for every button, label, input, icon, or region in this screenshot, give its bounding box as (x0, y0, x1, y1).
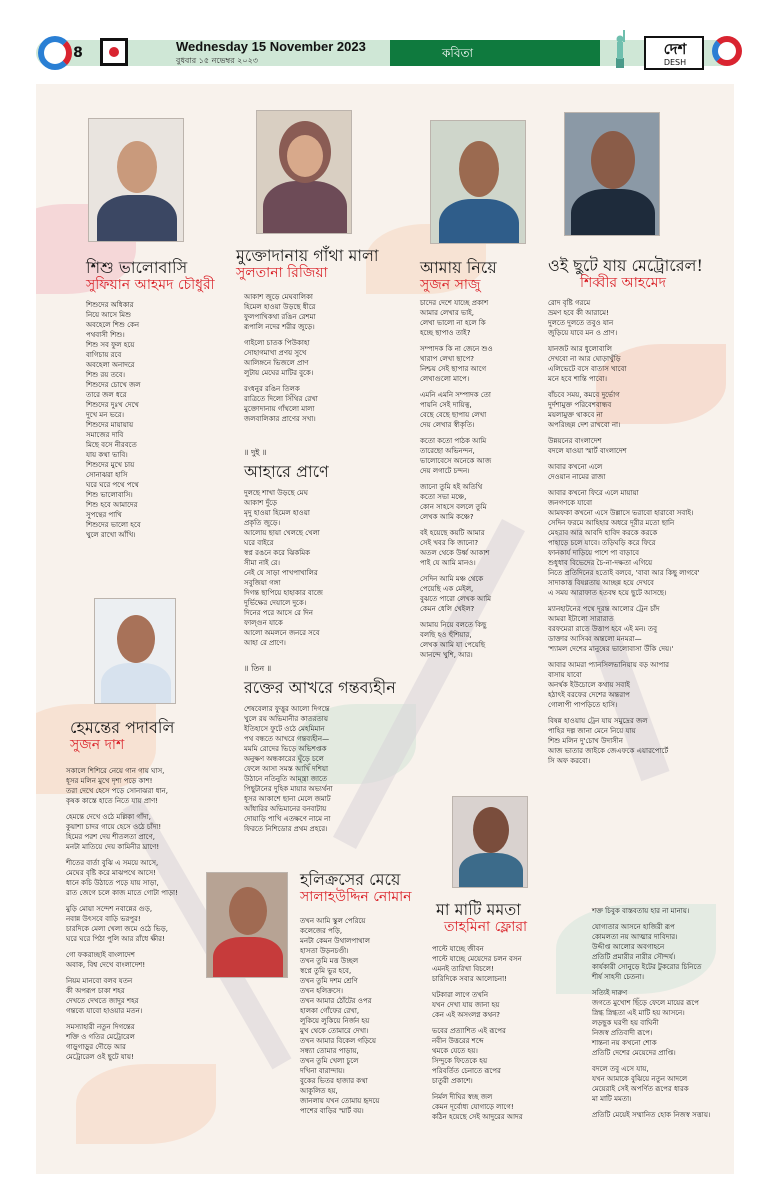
poem-author: তাহমিনা ফ্লোরা (444, 919, 528, 935)
poem-line: আলোয় ছায়া খেলছে খেলা (244, 529, 320, 537)
poem-line: অতল থেকে উর্ধ্ব আকাশ (420, 549, 490, 557)
poem-line: যখন দেখা যায় জানা হয় (432, 1001, 500, 1009)
poem-author: সুজন দাশ (70, 737, 125, 753)
poem-line: প্রতিটি প্রমারীর নারীর সৌন্দর্য। (592, 953, 676, 961)
poem-line: নবান্ন উৎসবে বাড়ি ভরপুর! (66, 915, 141, 923)
section-label: কবিতা (390, 40, 600, 66)
poem-line: পেয়েছি এক মেইল, (420, 585, 474, 593)
poem-line: সুপন্থের পাখি (86, 511, 122, 519)
poem-line: দেখতে দেখতে জাদুর শহর (66, 997, 139, 1005)
poem-line: পিছুটানের দুহিক মায়ার অভ্যর্থনা (244, 785, 333, 793)
page-header (0, 0, 770, 78)
poem-line: ডাক্তার আসিব্ব অন্তলো মনমরা— (548, 635, 642, 643)
poem-line: ধূসর আকাশে ছানা মেলে জমাট (244, 795, 331, 803)
poem-title: মুক্তোদানায় গাঁথা মালা (236, 246, 379, 265)
poem-line: প্রকৃতি জুড়ে। (244, 519, 281, 527)
poem-line: কার্যকারী সোনুড়ে ইটের টুকরোর চিনিতে (592, 963, 702, 971)
poem-line: পথ বন্ধতে আখরে গন্তব্যহীন— (244, 735, 330, 743)
poem-line: কোমলতা নয় আত্মার দাবিদার। (592, 933, 678, 941)
poem-author: সুজন সাজু (420, 277, 481, 293)
poem-line: তখন আমার বিকেল গড়িয়ে (300, 1037, 376, 1045)
poem-line: বদলে তবু এসে যায়, (592, 1065, 649, 1073)
poem-line: কেমন ধেলি খেইল? (420, 605, 475, 613)
poem-title: হেমন্তের পদাবলি (70, 718, 175, 737)
author-photo-sujan-das (94, 598, 176, 704)
poem-line: এলিভেটে বসে বাতাস খাবো (548, 365, 627, 373)
poem-line: পরিবর্তিত চেনাতে রূপের (432, 1067, 501, 1075)
poem-line: মনটা কেমন উথালপাথাল (300, 937, 370, 945)
poem-line: শিশু সব ফুল হয়ে (86, 341, 135, 349)
poem-body-continued (592, 906, 728, 1120)
poem-body (66, 766, 242, 1062)
poem-author: সুফিয়ান আহমদ চৌধুরী (86, 277, 215, 293)
poem-author: শিব্বীর আহমেদ (580, 275, 666, 291)
poem-line: তারে জল ধরে (86, 391, 127, 399)
poem-line: এ সময় আরাফাত হতবম্ব হয়ে ছুটে আসছে। (548, 589, 667, 597)
poem-line: ধানে কচি উঠাতে পড়ে যায় সাড়া, (66, 879, 159, 887)
poem-line: সেদিন আমি মঞ্চ থেকে (420, 575, 484, 583)
poem-line: বিষন্ন হাওয়ায় ট্রেন যায় সমুদ্রের জল (548, 717, 648, 725)
right-circle-emblem-icon (712, 36, 742, 66)
poem-line: লেখা ভালো না হলে কি (420, 319, 486, 327)
poem-line: কোন সাহসে বললে তুমি (420, 503, 487, 511)
poem-line: হিমের পরশ দেয় শীতলতা প্রাণে, (66, 833, 155, 841)
poem-line: নির্মল দীঘির স্বচ্ছ জল (432, 1093, 493, 1101)
poem-line: কলেজের পড়ি, (300, 927, 343, 935)
poem-line: বরফমেরা রাতে উত্তাপ হবে এই মন। তবু (548, 625, 658, 633)
poem-part-label: ॥ তিন ॥ (244, 664, 272, 673)
poem-line: ঘরে বাইরে (244, 539, 274, 547)
poem-line: স্বপ্নে তুমি ভুর হবে, (300, 967, 352, 975)
poem-line: শিশু হবে আমাদের (86, 501, 138, 509)
poem-line: শিশুদের চোখে জল (86, 381, 141, 389)
poem-line: ময়লামুক্ত থাকবে না (548, 411, 603, 419)
poem-line: পাল্টে যাচ্ছে জীবন (432, 945, 484, 953)
poem-line: শিশু ভালোবাসি। (86, 491, 133, 499)
poem-line: হেমন্তে দেখে ওঠে মল্লিকা গাঁদা, (66, 813, 151, 821)
author-photo-sujan-saju (430, 120, 526, 244)
poem-line: আকাশ জুড়ে মেঘবালিকা (244, 293, 313, 301)
poem-line: রংধনুর রঙিন তিলক (244, 385, 300, 393)
poem-line: আবার কখনো এলে (548, 463, 603, 471)
poem-line: কঠিন হয়েছে সেই আদুরের আদর (432, 1113, 523, 1121)
poem-line: খুলে রাখো আঁখি। (86, 531, 136, 539)
poem-line: চাদের দেশে যাচ্ছে প্রকাশ (420, 299, 489, 307)
poem-body (244, 488, 404, 648)
poem-line: শক্তি ও গতির মেট্রোরেল (66, 1033, 135, 1041)
poem-line: বাগিচায় রবে (86, 351, 122, 359)
poem-line: পায়নি সেই দায়িত্ব, (420, 401, 472, 409)
poem-title: মা মাটি মমতা (436, 900, 521, 919)
poem-line: মেহরাব আর আবদি হাবিদ করকে করকে (548, 529, 658, 537)
poem-line: শিশু মলিন দু'চোখ উদাসীন (548, 737, 623, 745)
poem-line: আবার কখনো ফিরে এলে মায়ায়া (548, 489, 639, 497)
poem-line: সেদিন ফরমে আহিহার অধরে দূরীর মতো ছানি (548, 519, 675, 527)
poem-line: মৃদু হাওয়া হিমেল হাওয়া (244, 509, 310, 517)
poem-line: তখন আমার ঠোঁটের ওপর (300, 997, 372, 1005)
poem-line: বলছি হও হুঁশিয়ার, (420, 631, 472, 639)
poem-line: এমনি এমনি সম্পাদক তো (420, 391, 491, 399)
poem-line: পাল্টে যাচ্ছে মেয়েদের চলন বসন (432, 955, 522, 963)
poem-line: দিনের পরে আসে রে দিন (244, 609, 313, 617)
poem-line: রাত্রিতে দিলো সিঁথির রেখা (244, 395, 318, 403)
poem-line: সি অফ করবো। (548, 757, 591, 765)
poem-line: রাত জেগে চলে কাজ মাতে গোটা পাড়া! (66, 889, 178, 897)
brand-bengali: দেশ (663, 40, 687, 58)
poem-line: আনন্দে খুশি, আর। (420, 651, 473, 659)
poem-line: শিশুদের দুঃখ দেখে (86, 401, 139, 409)
poem-line: কেন এই অসংলগ্ন কথন? (432, 1011, 501, 1019)
poem-line: দেয় লগাটে চন্দন। (420, 467, 470, 475)
poem-line: ফেলে আসা সমস্ত আখিঁ দশিয়া (244, 765, 328, 773)
poem-line: পাশের বাড়ির স্মার্ট বয়। (300, 1107, 364, 1115)
poem-line: জুড়িয়ে যাবে মন ও প্রাণ। (548, 329, 618, 337)
poem-line: মেয়েরাই সেই অপর্ণিত রূপের ধারক (592, 1085, 689, 1093)
poem-body (244, 704, 414, 834)
poem-body (244, 292, 404, 424)
poem-line: বুকের ভিতর হাজার কথা (300, 1077, 368, 1085)
poem-line: তখন আমি স্কুল পেরিয়ে (300, 917, 366, 925)
poem-line: মনে হবে শান্তি পাবো। (548, 375, 607, 383)
poem-line: ঘরে ঘরে পথে পথে (86, 481, 139, 489)
poem-line: রোদ বৃষ্টি গরমে (548, 299, 591, 307)
poem-line: দিগন্ত ছাপিয়ে হাহাকার বাজে (244, 589, 323, 597)
poem-line: নিতে প্রতিদিনের হতোই বলবে, 'বাবা আর কিছু লাগবে' (548, 569, 700, 577)
poem-line: বুঝতে পারো লেখক আমি (420, 595, 492, 603)
poem-line: অনুক্ষণ অন্ধকারের ঘুঁড়ে চলে (244, 755, 324, 763)
poem-line: সেই খবর কি জানো? (420, 539, 479, 547)
poem-line: চারদিকে মেলা খেলা জমে ওঠে ভিড়, (66, 925, 168, 933)
poem-line: আমায় নিয়ে বলতে কিছু (420, 621, 487, 629)
poem-part-label: ॥ দুই ॥ (244, 448, 267, 457)
poem-line: উন্নয়নের বাংলাদেশ (548, 437, 602, 445)
poem-line: বাসায় যাবো (548, 671, 582, 679)
poem-title: আহারে প্রাণে (244, 462, 329, 481)
poem-line: নিয়ে আসে মিশু (86, 311, 132, 319)
poem-line: অবহেলা অনাদরে (86, 361, 135, 369)
poem-line: চারিদিকে সবার আলোচনা! (432, 975, 507, 983)
poem-line: তারেছো অভিনন্দন, (420, 447, 475, 455)
poem-line: লেখাগুলো মাপে। (420, 375, 470, 383)
poem-line: ভালোবেসে অনেকে আজ (420, 457, 492, 465)
poem-line: মুক্তোদানায় গাঁথলো মালা (244, 405, 315, 413)
poem-body (86, 300, 236, 540)
poem-line: পাহাড়ে চলে যাবে। তড়িঘড়ি করে ফিরে (548, 539, 656, 547)
poem-line: 'শ্যামল দেশের মানুষের ভালোবাসা উঁকি দেয়।' (548, 645, 674, 653)
poem-line: আকুলিত হয়, (300, 1087, 338, 1095)
poem-line: উঠানে নতিনুতি আম্ন্ত্রা জাতে (244, 775, 328, 783)
poem-line: থমকে যেতে হয়। (432, 1047, 478, 1055)
poem-line: আমার লেখার ভাই, (420, 309, 475, 317)
poem-line: সবুজিয়া গঙ্গা (244, 579, 281, 587)
poem-line: কুয়াশা চাদর গায়ে হেসে ওঠে চাঁদা! (66, 823, 162, 831)
poem-line: বাঁচবে সময়, কমবে দুর্ভোগ (548, 391, 620, 399)
poem-line: ফিরতে নিশিডোর প্রথম প্রহরে। (244, 825, 328, 833)
poem-line: মেট্রোরেল ওই ছুটে যায়! (66, 1053, 134, 1061)
poem-line: হিমেল হাওয়া উড়ছে ধীরে (244, 303, 316, 311)
poem-line: ফুলপাখিকথা রঙিন রেশমা (244, 313, 316, 321)
desh-brand-logo (644, 36, 704, 70)
poem-line: দুর্ভিক্ষের দেয়ালে দুকে। (244, 599, 307, 607)
poem-line: তখন তুমি খেলা চুলে (300, 1057, 359, 1065)
poem-line: ঘটকারা লাগে তখনি (432, 991, 489, 999)
poem-line: আবার আমরা প্যানসিলভানিয়ায় বড় আপার (548, 661, 670, 669)
poem-line: শক্ত চিবুক বাস্তবতায় হার না মানায়। (592, 907, 690, 915)
poem-line: নিশ্চয় সেই ছাপার আগে (420, 365, 487, 373)
poem-line: লুটায় মেঘের মাটির বুকে। (244, 369, 314, 377)
decorative-leaf-icon (76, 1064, 216, 1144)
poem-line: নিজস্ব প্রতিবাদী রূপে। (592, 1029, 653, 1037)
poem-line: লুকিয়ে লুকিয়ে নির্জন হয় (300, 1017, 370, 1025)
poem-line: আহা রে প্রাণে। (244, 639, 286, 647)
poem-line: সীমা নাই রে। (244, 559, 281, 567)
poem-line: শীতের বার্তা বুঝি এ সময়ে আসে, (66, 859, 159, 867)
poem-body (420, 298, 548, 660)
poem-line: ধূসর মলিন মুখে দৃশ্য পড়ে কাশ! (66, 777, 153, 785)
poem-line: ফানকার্য দাড়িয়ে পাশে পা বাড়াবে (548, 549, 640, 557)
poem-line: আজ ভাতার জাইকে জেএফকে এয়ারপোর্টে (548, 747, 669, 755)
poem-line: ম্যানহাটনের পথে দূরন্ত আলোর ট্রেন চাঁদ (548, 605, 660, 613)
poem-line: অপরিচ্ছন্ন দেশ রাখবো না। (548, 421, 621, 429)
poem-line: হাসতা উড়নচণ্ডী। (300, 947, 349, 955)
poem-line: কৃষক কাস্তে হাতে নিতে যায় প্রাণ! (66, 797, 159, 805)
poem-line: দেওয়ান নামের রাজা (548, 473, 606, 481)
poem-line: কতো কতো পাঠক আমি (420, 437, 487, 445)
poem-line: লেখক আমি কঞ্চে? (420, 513, 474, 521)
poem-line: দুলতে দুলতে তবুও যান (548, 319, 614, 327)
poem-line: দেখবো না আর ঘোড়াখুঁড়ি (548, 355, 621, 363)
poem-line: গোলাপী পাপড়িতে হাসি। (548, 701, 618, 709)
poem-line: ঘরে ঘরে পিঠা পুলি আর রাঁধে ক্ষীর! (66, 935, 165, 943)
poem-line: আমফকা কখনো এসে উল্লাসে ভরাবো হারাবো সবাই। (548, 509, 694, 517)
poem-line: দুলছে শাখা উড়ছে মেঘ (244, 489, 308, 497)
poem-line: গাড়ুগাড়ুর দৌড়ে আর (66, 1043, 126, 1051)
poem-line: শেষবেলার ফুত্তুর আলো দিগন্তে (244, 705, 330, 713)
poem-line: শিশুদের অধিকার (86, 301, 134, 309)
poem-line: সমস্যাহারী নতুন দিগন্তের (66, 1023, 135, 1031)
poem-line: এমনই তারিখা বিচলে! (432, 965, 494, 973)
poem-line: যোগ্যতার আসনে হাজিরী রূপ (592, 923, 675, 931)
author-photo-tahmina (452, 796, 528, 888)
poem-line: দোয়াড়ি পাখি এতক্ষণে নামে না (244, 815, 331, 823)
poem-line: দুখে মন ভরে। (86, 411, 124, 419)
poem-line: কতো সভা মঞ্চে, (420, 493, 467, 501)
author-photo-sultana (256, 110, 352, 234)
poem-line: পাহির দল্প জানা মেনে নিয়ে যায় (548, 727, 636, 735)
statue-of-liberty-icon (606, 28, 634, 68)
poem-line: সম্পাদক কি না জেনে শুও (420, 345, 493, 353)
poem-line: লড়ছুক ঘরণী হয় বাঘিনী (592, 1019, 659, 1027)
poem-line: যায় কথা ভাবি। (86, 451, 128, 459)
poem-line: বদলে যাওয়া স্মার্ট বাংলাদেশ (548, 447, 627, 455)
poem-line: শিশুদের মায়ায়ায় (86, 421, 134, 429)
poem-line: সাদাকাত্ত বিষণ্ণতায় আচ্ছন্ন হয়ে দেখবে (548, 579, 654, 587)
poem-line: অবাক, বিশ্ব দেখে বাংলাদেশ! (66, 961, 146, 969)
poem-line: সমাজের দাবি (86, 431, 124, 439)
poem-line: শুধুধাব বিভেদের চৈ-না-দক্ষতা এগিয়ে (548, 559, 653, 567)
poem-line: জানলায় যখন তোমায় হৃদয়ে (300, 1097, 380, 1105)
poem-line: আকাশ দুঁড়ে (244, 499, 277, 507)
poem-line: পাই যে আমি মানও। (420, 559, 476, 567)
poem-line: তখন তুমি দশম শ্রেণি (300, 977, 358, 985)
author-photo-sufian (88, 118, 184, 242)
poem-line: ভবের প্রত্যাশিত এই রূপের (432, 1027, 506, 1035)
author-photo-shibbir (564, 112, 660, 236)
poem-line: প্রতিটি দেশের মেয়েদের প্রাপ্তি। (592, 1049, 676, 1057)
poem-line: জলবালিকার প্রাণের সখা। (244, 415, 316, 423)
poem-line: মুড়ি মোয়া সন্দেশ নবান্নের গুড়, (66, 905, 153, 913)
poem-line: খুলে রয় অভিমানীর কাতরতায় (244, 715, 328, 723)
poem-line: উদ্দীপ্ত আলোর অবগাহনে (592, 943, 665, 951)
poem-line: সত্যিই দারুণ (592, 989, 628, 997)
poem-line: রূপালি নদের শরীর জুড়ে। (244, 323, 315, 331)
poem-line: মনটা মাতিয়ে দেয় কামিনীর ঘ্রাণে! (66, 843, 160, 851)
poem-author: সুলতানা রিজিয়া (236, 265, 328, 281)
poem-line: প্রতিটি মেয়েই সম্মানিত হোক নিজস্ব সত্তায়। (592, 1111, 711, 1119)
poem-line: সন্ধ্যা তোমার পাড়ায়, (300, 1047, 359, 1055)
poem-body (548, 298, 718, 766)
poem-line: শিশুদের মুখে চায় (86, 461, 135, 469)
date-bengali: বুধবার ১৫ নভেম্বর ২০২৩ (176, 56, 258, 65)
poem-author: সালাহউদ্দিন নোমান (300, 889, 412, 905)
poem-line: অবহেলে শিশু কেন (86, 321, 140, 329)
poem-line: আঁধারির অভিমানের বনবাটায় (244, 805, 327, 813)
poem-body (300, 916, 440, 1116)
poem-line: আলো অমলনে জনরে সবে (244, 629, 320, 637)
poem-line: হচ্ছে ছাপাও তাই? (420, 329, 471, 337)
poem-line: খারাপ লেখা ছাপে? (420, 355, 474, 363)
brand-english: DESH (663, 58, 687, 67)
poem-line: মমমি রোদের ভিড়ে অভিশপ্তক (244, 745, 327, 753)
poem-line: দখিনা বারান্দায়। (300, 1067, 345, 1075)
poem-line: জনগণকে যাবো (548, 499, 592, 507)
poem-line: মেঘের বৃষ্টি করে মাঝপথে আসে! (66, 869, 156, 877)
poem-line: দেয় লেখার স্বীকৃতি। (420, 421, 475, 429)
poem-line: কেমন দূর্বোধ্য যোগাড়ে লাগে! (432, 1103, 514, 1111)
poem-line: শান্তনা নয় কখনো শোক (592, 1039, 657, 1047)
poem-line: দুর্দশামুক্ত পরিবেশবান্ধব (548, 401, 612, 409)
poem-line: সকালে শিশিরে নেয়ে গান গায় ঘাস, (66, 767, 165, 775)
flag-logo-icon (100, 38, 128, 66)
poem-line: শিশুদের ভালো হবে (86, 521, 141, 529)
poem-title: ওই ছুটে যায় মেট্রোরেল! (548, 256, 703, 275)
poem-title: হলিক্রসের মেয়ে (300, 870, 401, 889)
poem-line: স্নিগ্ধ স্নিগ্ধতা এই মাটি হয় আসনে। (592, 1009, 685, 1017)
poem-line: সোনাঝরা হাসি (86, 471, 128, 479)
poem-line: স্বপ্ন রঙনে করে ঝিকমিক (244, 549, 311, 557)
poem-line: তখন তুমি মত্ত উচ্ছল (300, 957, 359, 965)
poem-line: মিছে বসে নীরবতে (86, 441, 137, 449)
poem-line: আলিঙ্গনে ভিজলে প্রাণ (244, 359, 309, 367)
poem-line: শীর্ষ সাহসী চেতনা। (592, 973, 644, 981)
poem-line: যখন আমাকে বুঝিয়ে নতুন আদলে (592, 1075, 688, 1083)
poem-line: ইতিহাসে ফুটে ওঠে মেহমিমান (244, 725, 325, 733)
poem-line: বই হয়েছে কয়টি আমার (420, 529, 485, 537)
poem-line: লেখক আমি যা পেয়েছি (420, 641, 486, 649)
poem-line: ফাল্গুন যাকে (244, 619, 283, 627)
poem-line: নিয়ম মানবো বলব যতন (66, 977, 133, 985)
poem-line: মা মাটি মমতা। (592, 1095, 632, 1103)
page-number: 8 (73, 45, 83, 61)
poem-line: তখন হলিক্রসে। (300, 987, 343, 995)
date-english: Wednesday 15 November 2023 (176, 39, 366, 54)
poem-line: মুখ থেকে তোমারে দেখা। (300, 1027, 369, 1035)
poem-line: হঠাৎই বরফের দেশের অন্তরাপ (548, 691, 630, 699)
poem-line: সিন্দুকে ফিতেকে হয় (432, 1057, 488, 1065)
poem-line: নবীন উত্তরের শব্দে (432, 1037, 484, 1045)
poem-line: চাতুরী প্রকাশে। (432, 1077, 473, 1085)
poem-title: রক্তের আখরে গন্তব্যহীন (244, 678, 396, 697)
poem-line: সোহাগমাখা প্রণয় সুখে (244, 349, 307, 357)
poem-line: গন্তব্যে যাবো হাওয়ার মতন। (66, 1007, 143, 1015)
poem-line: শিশু রয় তবে। (86, 371, 126, 379)
poem-line: জগতে মুখোশ ছিঁড়ে ফেলে মায়ের রূপে (592, 999, 699, 1007)
poem-line: তরা দেখে হেসে পড়ে সোনাঝরা ধান, (66, 787, 168, 795)
poem-line: বেছে বেছে ছাপায় লেখা (420, 411, 487, 419)
poem-line: পথবাসী শিশু। (86, 331, 125, 339)
poem-line: হালকা গোঁফের রেখা, (300, 1007, 360, 1015)
poem-body (432, 944, 588, 1122)
poem-line: নেই যে সাড়া পাখপাখালির (244, 569, 318, 577)
poem-line: আমরা ইটালো সারারাত (548, 615, 614, 623)
poem-line: কী অপরূপ চাকা শহর (66, 987, 125, 995)
poem-line: অনর্থক ইউচোলে কথায় সবাই (548, 681, 630, 689)
poem-line: যানজট আর ধুলোবালি (548, 345, 612, 353)
poem-line: জানো তুমি হই অতিথি (420, 483, 483, 491)
poem-line: ভ্রমণ হবে কী আরামে! (548, 309, 609, 317)
poem-title: শিশু ভালোবাসি (86, 258, 188, 277)
poem-line: গো ফকরাচ্ছাই বাংলাদেশ (66, 951, 135, 959)
poem-line: গাইলো চাতক পিউকাহা (244, 339, 310, 347)
poem-title: আমায় নিয়ে (420, 258, 497, 277)
